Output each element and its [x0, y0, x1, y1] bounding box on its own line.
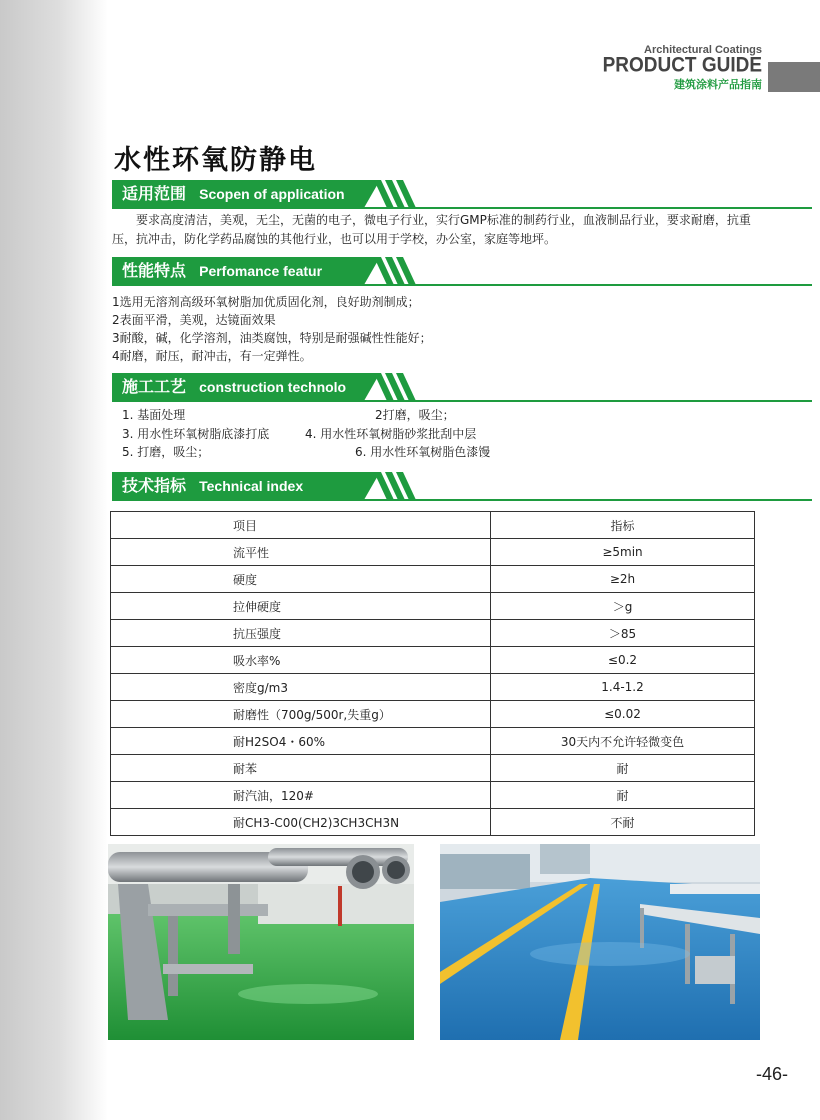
feature-item: 4耐磨，耐压，耐冲击，有一定弹性。 — [112, 349, 312, 363]
section-header-scope — [112, 180, 422, 208]
feature-item: 2表面平滑，美观，达镜面效果 — [112, 313, 276, 327]
table-cell-value: 耐 — [491, 782, 755, 809]
section-features-en: Perfomance featur — [199, 263, 323, 279]
section-rule-features — [112, 284, 812, 286]
table-cell-value: ≤0.2 — [491, 647, 755, 674]
table-cell-value: 30天内不允许轻微变色 — [491, 728, 755, 755]
table-cell-value: ＞85 — [491, 620, 755, 647]
table-cell-value: ≥2h — [491, 566, 755, 593]
section-rule-process — [112, 400, 812, 402]
table-row — [111, 728, 755, 755]
section-scope-en: Scopen of application — [199, 186, 345, 202]
process-step-1: 1. 基面处理 — [122, 408, 186, 422]
scope-paragraph: 要求高度清洁，美观，无尘，无菌的电子，微电子行业，实行GMP标准的制药行业，血液制品行业，要求耐磨，抗重压，抗冲击，防化学药品腐蚀的其他行业，也可以用于学校，办公室，家庭等地坪。 — [112, 213, 751, 246]
process-step-6: 6. 用水性环氧树脂色漆馒 — [355, 445, 491, 459]
table-header-row — [111, 512, 755, 539]
table-row — [111, 620, 755, 647]
section-features-cn: 性能特点 — [122, 261, 187, 280]
brand-line-product-guide: PRODUCT GUIDE — [602, 53, 762, 77]
table-cell-item: 耐汽油，120# — [111, 782, 491, 809]
left-shade-gradient — [0, 0, 108, 1120]
feature-item: 1选用无溶剂高级环氧树脂加优质固化剂，良好助剂制成； — [112, 295, 420, 309]
section-header-tech — [112, 472, 422, 500]
page-number: -46- — [755, 1064, 788, 1084]
stripe-icon — [374, 257, 424, 285]
page-title: 水性环氧防静电 — [114, 145, 317, 176]
table-row — [111, 809, 755, 836]
table-cell-item: 拉伸硬度 — [111, 593, 491, 620]
features-list — [112, 293, 432, 365]
brand-line-architectural: Architectural Coatings — [644, 44, 762, 56]
brand-line-chinese: 建筑涂料产品指南 — [674, 78, 762, 91]
section-header-process — [112, 373, 422, 401]
table-header-item: 项目 — [111, 512, 491, 539]
table-cell-item: 耐苯 — [111, 755, 491, 782]
section-rule-tech — [112, 499, 812, 501]
table-cell-value: ≥5min — [491, 539, 755, 566]
table-cell-value: ＞g — [491, 593, 755, 620]
table-row — [111, 566, 755, 593]
table-row — [111, 782, 755, 809]
section-tech-en: Technical index — [199, 478, 304, 494]
table-row — [111, 755, 755, 782]
section-tech-cn: 技术指标 — [122, 476, 187, 495]
brand-header — [603, 44, 762, 92]
table-cell-value: 1.4-1.2 — [491, 674, 755, 701]
photo-green-floor — [108, 844, 414, 1040]
table-row — [111, 593, 755, 620]
stripe-icon — [374, 472, 424, 500]
feature-item: 3耐酸，碱，化学溶剂，油类腐蚀，特别是耐强碱性性能好； — [112, 331, 432, 345]
table-cell-item: 硬度 — [111, 566, 491, 593]
section-process-en: construction technolo — [199, 379, 347, 395]
process-step-5: 5. 打磨，吸尘； — [122, 445, 210, 459]
technical-index-table — [110, 511, 755, 836]
table-row — [111, 674, 755, 701]
table-cell-item: 抗压强度 — [111, 620, 491, 647]
section-header-features — [112, 257, 422, 285]
stripe-icon — [374, 180, 424, 208]
table-header-value: 指标 — [491, 512, 755, 539]
table-cell-value: ≤0.02 — [491, 701, 755, 728]
photo-blue-floor — [440, 844, 760, 1040]
table-cell-item: 流平性 — [111, 539, 491, 566]
section-scope-cn: 适用范围 — [122, 184, 187, 203]
table-cell-item: 耐H2SO4・60% — [111, 728, 491, 755]
process-step-3: 3. 用水性环氧树脂底漆打底 — [122, 427, 270, 441]
table-cell-item: 吸水率% — [111, 647, 491, 674]
brand-grey-block — [768, 62, 820, 92]
table-cell-item: 耐CH3-C00(CH2)3CH3CH3N — [111, 809, 491, 836]
section-process-cn: 施工工艺 — [122, 377, 187, 396]
table-cell-value: 耐 — [491, 755, 755, 782]
table-cell-item: 耐磨性（700g/500r,失重g） — [111, 701, 491, 728]
table-row — [111, 647, 755, 674]
process-step-2: 2打磨，吸尘； — [375, 408, 455, 422]
table-row — [111, 539, 755, 566]
process-step-4: 4. 用水性环氧树脂砂浆批刮中层 — [305, 427, 477, 441]
section-rule-scope — [112, 207, 812, 209]
table-cell-item: 密度g/m3 — [111, 674, 491, 701]
stripe-icon — [374, 373, 424, 401]
table-cell-value: 不耐 — [491, 809, 755, 836]
table-row — [111, 701, 755, 728]
